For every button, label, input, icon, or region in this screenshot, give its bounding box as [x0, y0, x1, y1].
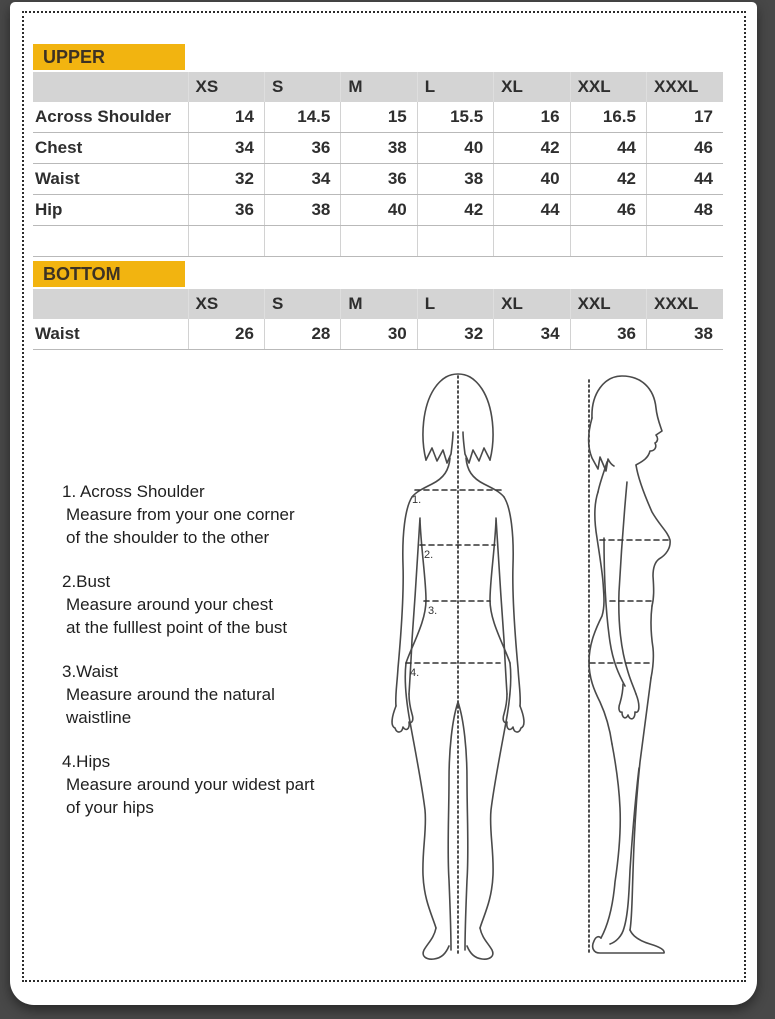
- bottom-size-table: [33, 289, 723, 350]
- empty-cell: [494, 226, 570, 257]
- bottom-col-header-xxxl: XXXL: [646, 289, 723, 319]
- upper-col-header-xl: XL: [494, 72, 570, 102]
- chart-content: [24, 13, 744, 980]
- upper-header-row: [33, 72, 723, 102]
- marker-hip: 4.: [410, 667, 420, 679]
- figure-side-view: [589, 376, 671, 953]
- instruction-line: Measure around your widest part: [66, 775, 315, 794]
- cell-across-shoulder-xxl: 16.5: [570, 102, 646, 133]
- cell-waist-bottom-m: 30: [341, 319, 417, 350]
- cell-across-shoulder-xs: 14: [188, 102, 264, 133]
- instruction-waist: [62, 660, 392, 729]
- instruction-heading: 3.Waist: [62, 662, 119, 681]
- cell-waist-upper-s: 34: [264, 164, 340, 195]
- instruction-line: waistline: [66, 708, 132, 727]
- instruction-across-shoulder: [62, 480, 392, 549]
- section-label-bottom: BOTTOM: [33, 261, 185, 287]
- cell-waist-bottom-xs: 26: [188, 319, 264, 350]
- cell-waist-bottom-xl: 34: [494, 319, 570, 350]
- cell-hip-xs: 36: [188, 195, 264, 226]
- table-row-across-shoulder: [33, 102, 723, 133]
- dotted-border-frame: [22, 11, 746, 982]
- cell-across-shoulder-s: 14.5: [264, 102, 340, 133]
- upper-col-header-xxl: XXL: [570, 72, 646, 102]
- bottom-header-row: [33, 289, 723, 319]
- cell-waist-upper-xl: 40: [494, 164, 570, 195]
- body-measurement-illustration: [388, 370, 736, 978]
- instruction-line: Measure around the natural: [66, 685, 275, 704]
- cell-hip-s: 38: [264, 195, 340, 226]
- cell-chest-xxxl: 46: [646, 133, 723, 164]
- cell-chest-xl: 42: [494, 133, 570, 164]
- bottom-header-empty: [33, 289, 188, 319]
- cell-waist-bottom-l: 32: [417, 319, 493, 350]
- cell-waist-upper-xs: 32: [188, 164, 264, 195]
- cell-waist-upper-xxxl: 44: [646, 164, 723, 195]
- empty-cell: [341, 226, 417, 257]
- instruction-line: Measure around your chest: [66, 595, 273, 614]
- cell-waist-bottom-xxl: 36: [570, 319, 646, 350]
- cell-across-shoulder-l: 15.5: [417, 102, 493, 133]
- upper-size-table: [33, 72, 723, 257]
- instruction-line: Measure from your one corner: [66, 505, 295, 524]
- section-label-upper: UPPER: [33, 44, 185, 70]
- table-row-chest: [33, 133, 723, 164]
- upper-col-header-xs: XS: [188, 72, 264, 102]
- cell-hip-m: 40: [341, 195, 417, 226]
- instruction-heading: 4.Hips: [62, 752, 111, 771]
- cell-waist-bottom-xxxl: 38: [646, 319, 723, 350]
- empty-cell: [417, 226, 493, 257]
- marker-shoulder: 1.: [412, 494, 422, 506]
- cell-hip-xl: 44: [494, 195, 570, 226]
- bottom-col-header-m: M: [341, 289, 417, 319]
- row-label-chest: Chest: [33, 133, 188, 164]
- table-row-hip: [33, 195, 723, 226]
- cell-chest-s: 36: [264, 133, 340, 164]
- cell-hip-l: 42: [417, 195, 493, 226]
- cell-waist-upper-m: 36: [341, 164, 417, 195]
- row-label-hip: Hip: [33, 195, 188, 226]
- cell-chest-xxl: 44: [570, 133, 646, 164]
- bottom-col-header-l: L: [417, 289, 493, 319]
- cell-waist-bottom-s: 28: [264, 319, 340, 350]
- instruction-line: of your hips: [66, 798, 154, 817]
- upper-header-empty: [33, 72, 188, 102]
- measuring-instructions: [62, 480, 392, 840]
- upper-col-header-s: S: [264, 72, 340, 102]
- marker-bust: 2.: [424, 549, 434, 561]
- cell-across-shoulder-m: 15: [341, 102, 417, 133]
- figure-front-view: [392, 374, 524, 959]
- bottom-col-header-xxl: XXL: [570, 289, 646, 319]
- bottom-col-header-s: S: [264, 289, 340, 319]
- marker-waist: 3.: [428, 605, 438, 617]
- instruction-heading: 1. Across Shoulder: [62, 482, 205, 501]
- table-row-waist-bottom: [33, 319, 723, 350]
- cell-chest-l: 40: [417, 133, 493, 164]
- upper-col-header-xxxl: XXXL: [646, 72, 723, 102]
- instruction-line: at the fulllest point of the bust: [66, 618, 288, 637]
- cell-chest-xs: 34: [188, 133, 264, 164]
- instruction-line: of the shoulder to the other: [66, 528, 270, 547]
- table-row-empty: [33, 226, 723, 257]
- cell-across-shoulder-xl: 16: [494, 102, 570, 133]
- table-row-waist-upper: [33, 164, 723, 195]
- upper-col-header-l: L: [417, 72, 493, 102]
- empty-cell: [188, 226, 264, 257]
- upper-col-header-m: M: [341, 72, 417, 102]
- empty-cell: [570, 226, 646, 257]
- cell-hip-xxl: 46: [570, 195, 646, 226]
- row-label-waist-bottom: Waist: [33, 319, 188, 350]
- instruction-heading: 2.Bust: [62, 572, 111, 591]
- empty-cell: [264, 226, 340, 257]
- cell-chest-m: 38: [341, 133, 417, 164]
- cell-waist-upper-xxl: 42: [570, 164, 646, 195]
- empty-cell: [33, 226, 188, 257]
- instruction-bust: [62, 570, 392, 639]
- row-label-across-shoulder: Across Shoulder: [33, 102, 188, 133]
- instruction-hips: [62, 750, 392, 819]
- row-label-waist-upper: Waist: [33, 164, 188, 195]
- bottom-col-header-xl: XL: [494, 289, 570, 319]
- size-chart-card: [10, 2, 757, 1005]
- cell-hip-xxxl: 48: [646, 195, 723, 226]
- cell-waist-upper-l: 38: [417, 164, 493, 195]
- lower-section: [33, 350, 744, 962]
- empty-cell: [646, 226, 723, 257]
- bottom-col-header-xs: XS: [188, 289, 264, 319]
- cell-across-shoulder-xxxl: 17: [646, 102, 723, 133]
